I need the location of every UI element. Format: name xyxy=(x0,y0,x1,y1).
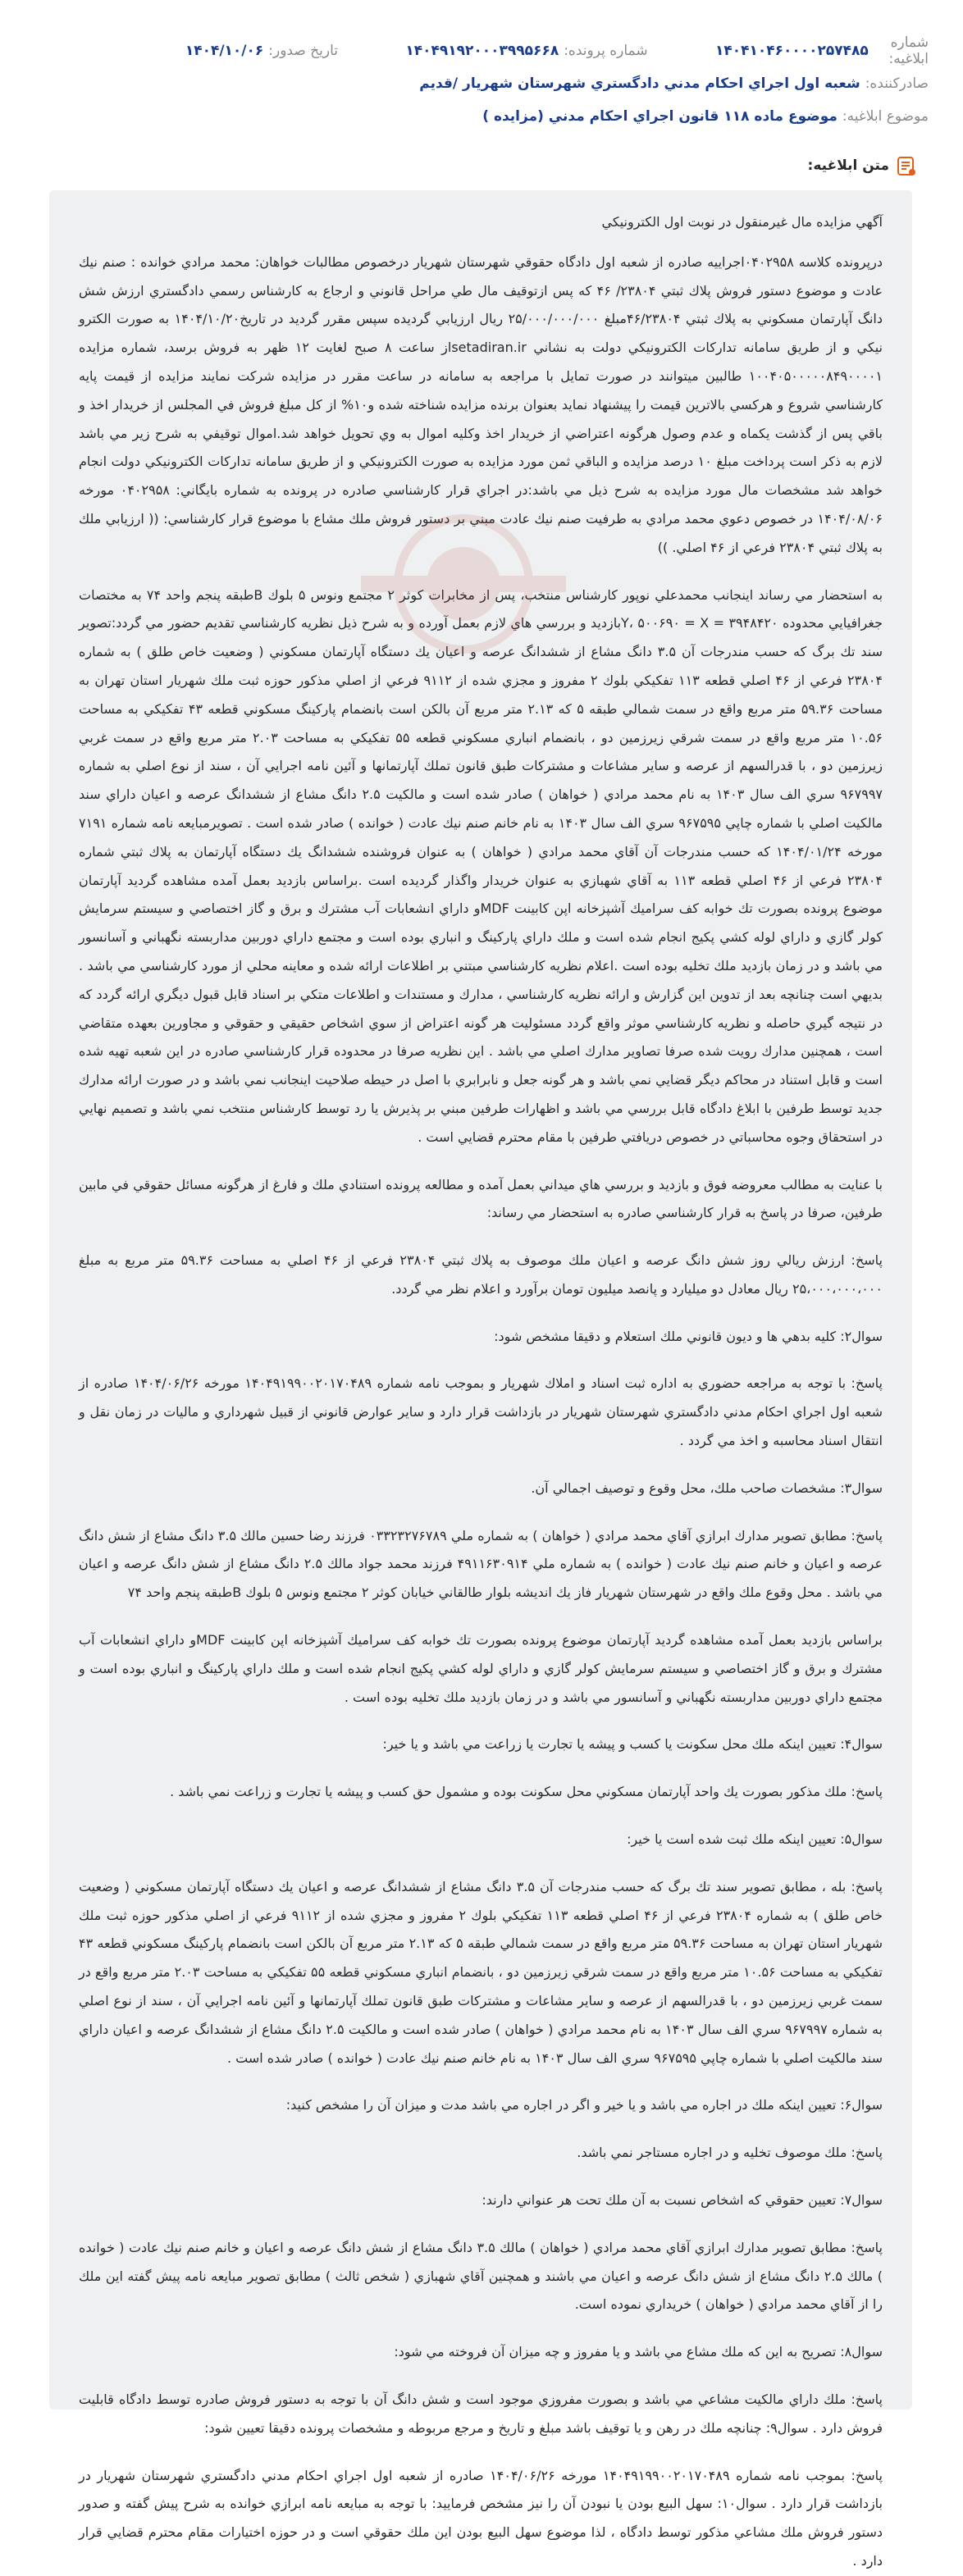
question-4: سوال۴: تعيين اينكه ملك محل سكونت يا كسب و پيشه يا تجارت يا زراعت مي باشد و يا خير: xyxy=(382,1736,883,1753)
notice-heading: آگهي مزايده مال غيرمنقول در نوبت اول الكترونيكي xyxy=(601,214,883,230)
answer-6: پاسخ: ملك موصوف تخليه و در اجاره مستاجر نمي باشد. xyxy=(577,2145,883,2161)
paragraph-auction-details: درپرونده كلاسه ۰۴۰۲۹۵۸اجراييه صادره از شعبه اول دادگاه حقوقي شهرستان شهريار درخصوص مطالبات خواهان: محمد مرادي خوانده : صنم نيك عادت و موضوع دستور فروش پلاك ثبتي ۲۳۸۰۴/ ۴۶ كه پس ازتوقيف مال طي مراحل قانوني و ارجاع به كارشناس رسمي دادگستري ارزش شش دانگ آپارتمان مسكوني به پلاك ثبتي ۴۶/۲۳۸۰۴مبلغ ۲۵/۰۰۰/۰۰۰/۰۰۰ ريال ارزيابي گرديده سپس مقرر گرديد در تاريخ۱۴۰۴/۱۰/۲۰ به صورت الكترو نيكي و از طريق سامانه تداركات الكترونيكي دولت به نشاني setadiran.irاز ساعت ۸ صبح لغايت ۱۲ ظهر به فروش برسد، شماره مزايده ۱۰۰۴۰۵۰۰۰۰۰۸۴۹۰۰۰۰۱ طالبين ميتوانند در صورت تمايل با مراجعه به سامانه در ساعت مقرر در مزايده شركت نمايند مزايده از قيمت پايه كارشناسي شروع و هركسي بالاترين قيمت را پيشنهاد نمايد بعنوان برنده مزايده شناخته شده و۱۰% از كل مبلغ فروش في المجلس از خريدار اخذ و باقي پس از گذشت يكماه و عدم وصول هرگونه اعتراضي از خريدار اخذ وكليه اموال به وي تحويل خواهد شد.اموال توقيفي به شرح زير مي باشد لازم به ذكر است پرداخت مبلغ ۱۰ درصد مزايده و الباقي ثمن مورد مزايده به صورت الكترونيكي و از طريق سامانه تداركات الكترونيكي دولت انجام خواهد شد مشخصات مال مورد مزايده به شرح ذيل مي باشد:در اجراي قرار كارشناسي صادره در پرونده به شماره بايگاني: ۰۴۰۲۹۵۸ مورخه ۱۴۰۴/۰۸/۰۶ در خصوص دعوي محمد مرادي به طرفيت صنم نيك عادت مبني بر دستور فروش ملك مشاع با موضوع قرار كارشناسي: (( ارزيابي ملك به پلاك ثبتي ۲۳۸۰۴ فرعي از ۴۶ اصلي. )) xyxy=(79,253,883,555)
case-number-label: شماره پرونده: xyxy=(564,43,648,59)
answer-9-10: پاسخ: بموجب نامه شماره ۱۴۰۴۹۱۹۹۰۰۲۰۱۷۰۴۸۹ مورخه ۱۴۰۴/۰۶/۲۶ صادره از شعبه اول اجراي احكام مدني دادگستري شهرستان شهريار در بازداشت قرار دارد . سوال۱۰: سهل البيع بودن يا نبودن آن را نيز مشخص فرماييد: با توجه به مبايعه نامه ابرازي خوانده به شرح پيش گفته و صدور دستور فروش ملك مشاعي مذكور توسط دادگاه ، لذا موضوع سهل البيع بودن اين ملك حقوقي است و در حوزه اختيارات مقام محترم قضايي قرار دارد . xyxy=(79,2467,883,2569)
question-7: سوال۷: تعيين حقوقي كه اشخاص نسبت به آن ملك تحت هر عنواني دارند: xyxy=(482,2192,883,2209)
notice-meta xyxy=(0,0,963,133)
answer-1: پاسخ: ارزش ريالي روز شش دانگ عرصه و اعيان ملك موصوف به پلاك ثبتي ۲۳۸۰۴ فرعي از ۴۶ اصلي به مساحت ۵۹.۳۶ متر مربع به مبلغ ۲۵،۰۰۰،۰۰۰،۰۰۰ ريال معادل دو ميليارد و پانصد ميليون تومان برآورد و اعلام نظر مي گردد. xyxy=(79,1252,883,1297)
body-title-row xyxy=(0,149,917,182)
meta-row-issuer xyxy=(34,67,929,100)
answer-7: پاسخ: مطابق تصوير مدارك ابرازي آقاي محمد مرادي ( خواهان ) مالك ۳.۵ دانگ مشاع از شش دانگ عرصه و اعيان و خانم صنم نيك عادت ( خوانده ) مالك ۲.۵ دانگ مشاع از شش دانگ عرصه و اعيان مي باشند و همچنين آقاي شهبازي ( شخص ثالث ) مطابق تصوير مبايعه نامه پيش گفته اين ملك را از آقاي محمد مرادي ( خواهان ) خريداري نموده است. xyxy=(79,2239,883,2313)
answer-8: پاسخ: ملك داراي مالكيت مشاعي مي باشد و بصورت مفروزي موجود است و شش دانگ آن با توجه به دستور فروش صادره توسط دادگاه قابليت فروش دارد . سوال۹: چنانچه ملك در رهن و يا توقيف باشد مبلغ و تاريخ و مرجع مربوطه و مشخصات پرونده دقيقا تعيين شود: xyxy=(79,2391,883,2436)
meta-row-numbers xyxy=(34,34,929,67)
answer-5: پاسخ: بله ، مطابق تصوير سند تك برگ كه حسب مندرجات آن ۳.۵ دانگ مشاع از ششدانگ عرصه و اعيان يك دستگاه آپارتمان مسكوني ( وضعيت خاص طلق ) به شماره ۲۳۸۰۴ فرعي از ۴۶ اصلي قطعه ۱۱۳ تفكيكي بلوك ۲ مفروز و مجزي شده از ۹۱۱۲ فرعي از اصلي مذكور حوزه ثبت ملك شهريار استان تهران به مساحت ۵۹.۳۶ متر مربع واقع در سمت شمالي طبقه ۵ كه ۲.۱۳ متر مربع آن بالكن است بانضمام پاركينگ مسكوني قطعه ۴۳ تفكيكي به مساحت ۱۰.۵۶ متر مربع واقع در سمت شرقي زيرزمين دو ، بانضمام انباري مسكوني قطعه ۵۵ تفكيكي به مساحت ۲.۰۳ متر مربع واقع در سمت غربي زيرزمين دو ، با قدرالسهم از عرصه و ساير مشاعات و مشتركات طبق قانون تملك آپارتمانها و آئين نامه اجرايي آن ، سند از نوع اصلي به شماره ۹۶۷۹۹۷ سري الف سال ۱۴۰۳ به نام محمد مرادي ( خواهان ) صادر شده است و مالكيت ۲.۵ دانگ مشاع از ششدانگ عرصه و اعيان داراي سند مالكيت اصلي با شماره چاپي ۹۶۷۵۹۵ سري الف سال ۱۴۰۳ به نام خانم صنم نيك عادت ( خوانده ) صادر شده است . xyxy=(79,1878,883,2066)
issuer-label: صادركننده: xyxy=(865,75,929,92)
notice-body-card xyxy=(49,190,912,2569)
question-6: سوال۶: تعيين اينكه ملك در اجاره مي باشد و يا خير و اگر در اجاره مي باشد مدت و ميزان آن را مشخص كنيد: xyxy=(285,2097,883,2113)
subject: موضوع ماده ۱۱۸ قانون اجراي احكام مدني (مزايده ) xyxy=(482,108,837,125)
case-number-group xyxy=(338,43,715,59)
issue-date-label: تاريخ صدور: xyxy=(268,43,338,59)
case-number: ۱۴۰۴۹۱۹۲۰۰۰۳۹۹۵۶۶۸ xyxy=(405,43,559,59)
answer-2: پاسخ: با توجه به مراجعه حضوري به اداره ثبت اسناد و املاك شهريار و بموجب نامه شماره ۱۴۰۴۹۱۹۹۰۰۲۰۱۷۰۴۸۹ مورخه ۱۴۰۴/۰۶/۲۶ صادره از شعبه اول اجراي احكام مدني دادگستري شهرستان شهريار در بازداشت قرار دارد و ساير عوارض قانوني از قبيل شهرداري و ماليات در زمان نقل و انتقال اسناد محاسبه و اخذ مي گردد . xyxy=(79,1375,883,1449)
issuer: شعبه اول اجراي احكام مدني دادگستري شهرستان شهريار /قديم xyxy=(419,75,860,92)
notice-number: ۱۴۰۴۱۰۴۶۰۰۰۰۲۵۷۴۸۵ xyxy=(715,43,869,59)
watermark-emblem-icon xyxy=(345,506,582,662)
notice-number-group xyxy=(715,34,929,67)
answer-3-details: براساس بازديد بعمل آمده مشاهده گرديد آپارتمان موضوع پرونده بصورت تك خوابه كف سراميك آشپزخانه اپن كابينت MDFو داراي انشعابات آب مشترك و برق و گاز اختصاصي و سيستم سرمايش كولر گازي و داراي لوله كشي پكيج انجام شده است و ملك داراي پاركينگ و انباري بوده است و مجتمع داراي دوربين مداربسته نگهباني و آسانسور مي باشد و در زمان بازديد ملك تخليه بوده است . xyxy=(79,1632,883,1705)
issue-date-group xyxy=(34,43,338,59)
meta-row-subject xyxy=(34,100,929,133)
issue-date: ۱۴۰۴/۱۰/۰۶ xyxy=(185,43,264,59)
paragraph-expert-report: به استحضار مي رساند اينجانب محمدعلي نوپور كارشناس منتخب، پس از مخابرات كوثر ۲ مجتمع ونوس ۵ بلوك Bطبقه پنجم واحد ۷۴ به مختصات جغرافيايي محدوده ۳۹۴۸۴۲۰ = Y، ۵۰۰۶۹۰ = Xبازديد و بررسي هاي لازم بعمل آورده و به شرح ذيل نظريه كارشناسي تقديم حضور مي گردد:تصوير سند تك برگ كه حسب مندرجات آن ۳.۵ دانگ مشاع از ششدانگ عرصه و اعيان يك دستگاه آپارتمان مسكوني ( وضعيت خاص طلق ) به شماره ۲۳۸۰۴ فرعي از ۴۶ اصلي قطعه ۱۱۳ تفكيكي بلوك ۲ مفروز و مجزي شده از ۹۱۱۲ فرعي از اصلي مذكور حوزه ثبت ملك شهريار استان تهران به مساحت ۵۹.۳۶ متر مربع واقع در سمت شمالي طبقه ۵ كه ۲.۱۳ متر مربع آن بالكن است بانضمام پاركينگ مسكوني قطعه ۴۳ تفكيكي به مساحت ۱۰.۵۶ متر مربع واقع در سمت شرقي زيرزمين دو ، بانضمام انباري مسكوني قطعه ۵۵ تفكيكي به مساحت ۲.۰۳ متر مربع واقع در سمت غربي زيرزمين دو ، با قدرالسهم از عرصه و ساير مشاعات و مشتركات طبق قانون تملك آپارتمانها و آئين نامه اجرايي آن ، سند از نوع اصلي به شماره ۹۶۷۹۹۷ سري الف سال ۱۴۰۳ به نام محمد مرادي ( خواهان ) صادر شده است و مالكيت ۲.۵ دانگ مشاع از ششدانگ عرصه و اعيان داراي سند مالكيت اصلي با شماره چاپي ۹۶۷۵۹۵ سري الف سال ۱۴۰۳ به نام خانم صنم نيك عادت ( خوانده ) صادر شده است . تصويرمبايعه نامه شماره ۷۱۹۱ مورخه ۱۴۰۴/۰۱/۲۴ كه حسب مندرجات آن آقاي محمد مرادي ( خواهان ) به عنوان فروشنده ششدانگ يك دستگاه آپارتمان به پلاك ثبتي شماره ۲۳۸۰۴ فرعي از ۴۶ اصلي قطعه ۱۱۳ به آقاي شهبازي به عنوان خريدار واگذار گرديده است .براساس بازديد بعمل آمده مشاهده گرديد آپارتمان موضوع پرونده بصورت تك خوابه كف سراميك آشپزخانه اپن كابينت MDFو داراي انشعابات آب مشترك و برق و گاز اختصاصي و سيستم سرمايش كولر گازي و داراي لوله كشي پكيج انجام شده است و ملك داراي پاركينگ و انباري بوده است و مجتمع داراي دوربين مداربسته نگهباني و آسانسور مي باشد و در زمان بازديد ملك تخليه بوده است .اعلام نظريه كارشناسي مبتني بر اطلاعات ارائه شده و معاينه محلي از مورد كارشناسي مي باشد . بديهي است چنانچه بعد از تدوين اين گزارش و ارائه نظريه كارشناسي ، مدارك و مستندات و اطلاعات متكي بر اسناد قابل قبول ديگري ارائه گردد كه در نتيجه گيري حاصله و نظريه كارشناسي موثر واقع گردد مسئوليت هر گونه اعتراض از سوي اشخاص حقيقي و حقوقي و مجاورين بعهده متقاضي است ، همچنين مدارك رويت شده صرفا تصاوير مدارك اصلي مي باشد . اين نظريه صرفا در محدوده قرار كارشناسي صادره در اين شعبه تهيه شده است و قابل استناد در محاكم ديگر قضايي نمي باشد و هر گونه جعل و نابرابري با اصل در حيطه صلاحيت اينجانب نمي باشد و در صورت ارائه مدارك جديد توسط طرفين با ابلاغ دادگاه قابل بررسي مي باشد و اظهارات طرفين مبني بر پذيرش يا رد توسط كارشناس منتخب نمي باشد و تصميم نهايي در استحقاق وجوه محاسباتي در خصوص دريافتي طرفين با مقام محترم قضايي است . xyxy=(79,586,883,1145)
notice-document-icon xyxy=(896,154,917,177)
question-3: سوال۳: مشخصات صاحب ملك، محل وقوع و توصيف اجمالي آن. xyxy=(531,1479,883,1496)
paragraph-expert-conclusion: با عنايت به مطالب معروضه فوق و بازديد و بررسي هاي ميداني بعمل آمده و مطالعه پرونده استنادي ملك و فارغ از هرگونه مسائل حقوقي في مابين طرفين، صرفا در پاسخ به قرار كارشناسي صادره به استحضار مي رساند: xyxy=(79,1176,883,1221)
question-2: سوال۲: كليه بدهي ها و ديون قانوني ملك استعلام و دقيقا مشخص شود: xyxy=(494,1328,883,1344)
question-5: سوال۵: تعيين اينكه ملك ثبت شده است يا خير: xyxy=(627,1831,883,1848)
answer-3: پاسخ: مطابق تصوير مدارك ابرازي آقاي محمد مرادي ( خواهان ) به شماره ملي ۰۳۳۲۳۲۷۶۷۸۹ فرزند رضا حسين مالك ۳.۵ دانگ مشاع از شش دانگ عرصه و اعيان و خانم صنم نيك عادت ( خوانده ) به شماره ملي ۴۹۱۱۶۳۰۹۱۴ فرزند محمد جواد مالك ۲.۵ دانگ مشاع از شش دانگ عرصه و اعيان مي باشد . محل وقوع ملك واقع در شهرستان شهريار فاز يك انديشه بلوار طالقاني خيابان كوثر ۲ مجتمع ونوس ۵ بلوك Bطبقه پنجم واحد ۷۴ xyxy=(79,1527,883,1601)
body-title: متن ابلاغيه: xyxy=(807,157,889,174)
question-8: سوال۸: تصريح به اين كه ملك مشاع مي باشد و يا مفروز و چه ميزان آن فروخته مي شود: xyxy=(394,2344,883,2360)
notice-number-label: شماره ابلاغيه: xyxy=(888,34,929,67)
subject-label: موضوع ابلاغيه: xyxy=(842,108,929,125)
answer-4: پاسخ: ملك مذكور بصورت يك واحد آپارتمان مسكوني محل سكونت بوده و مشمول حق كسب و پيشه يا تجارت و زراعت نمي باشد . xyxy=(170,1784,883,1800)
